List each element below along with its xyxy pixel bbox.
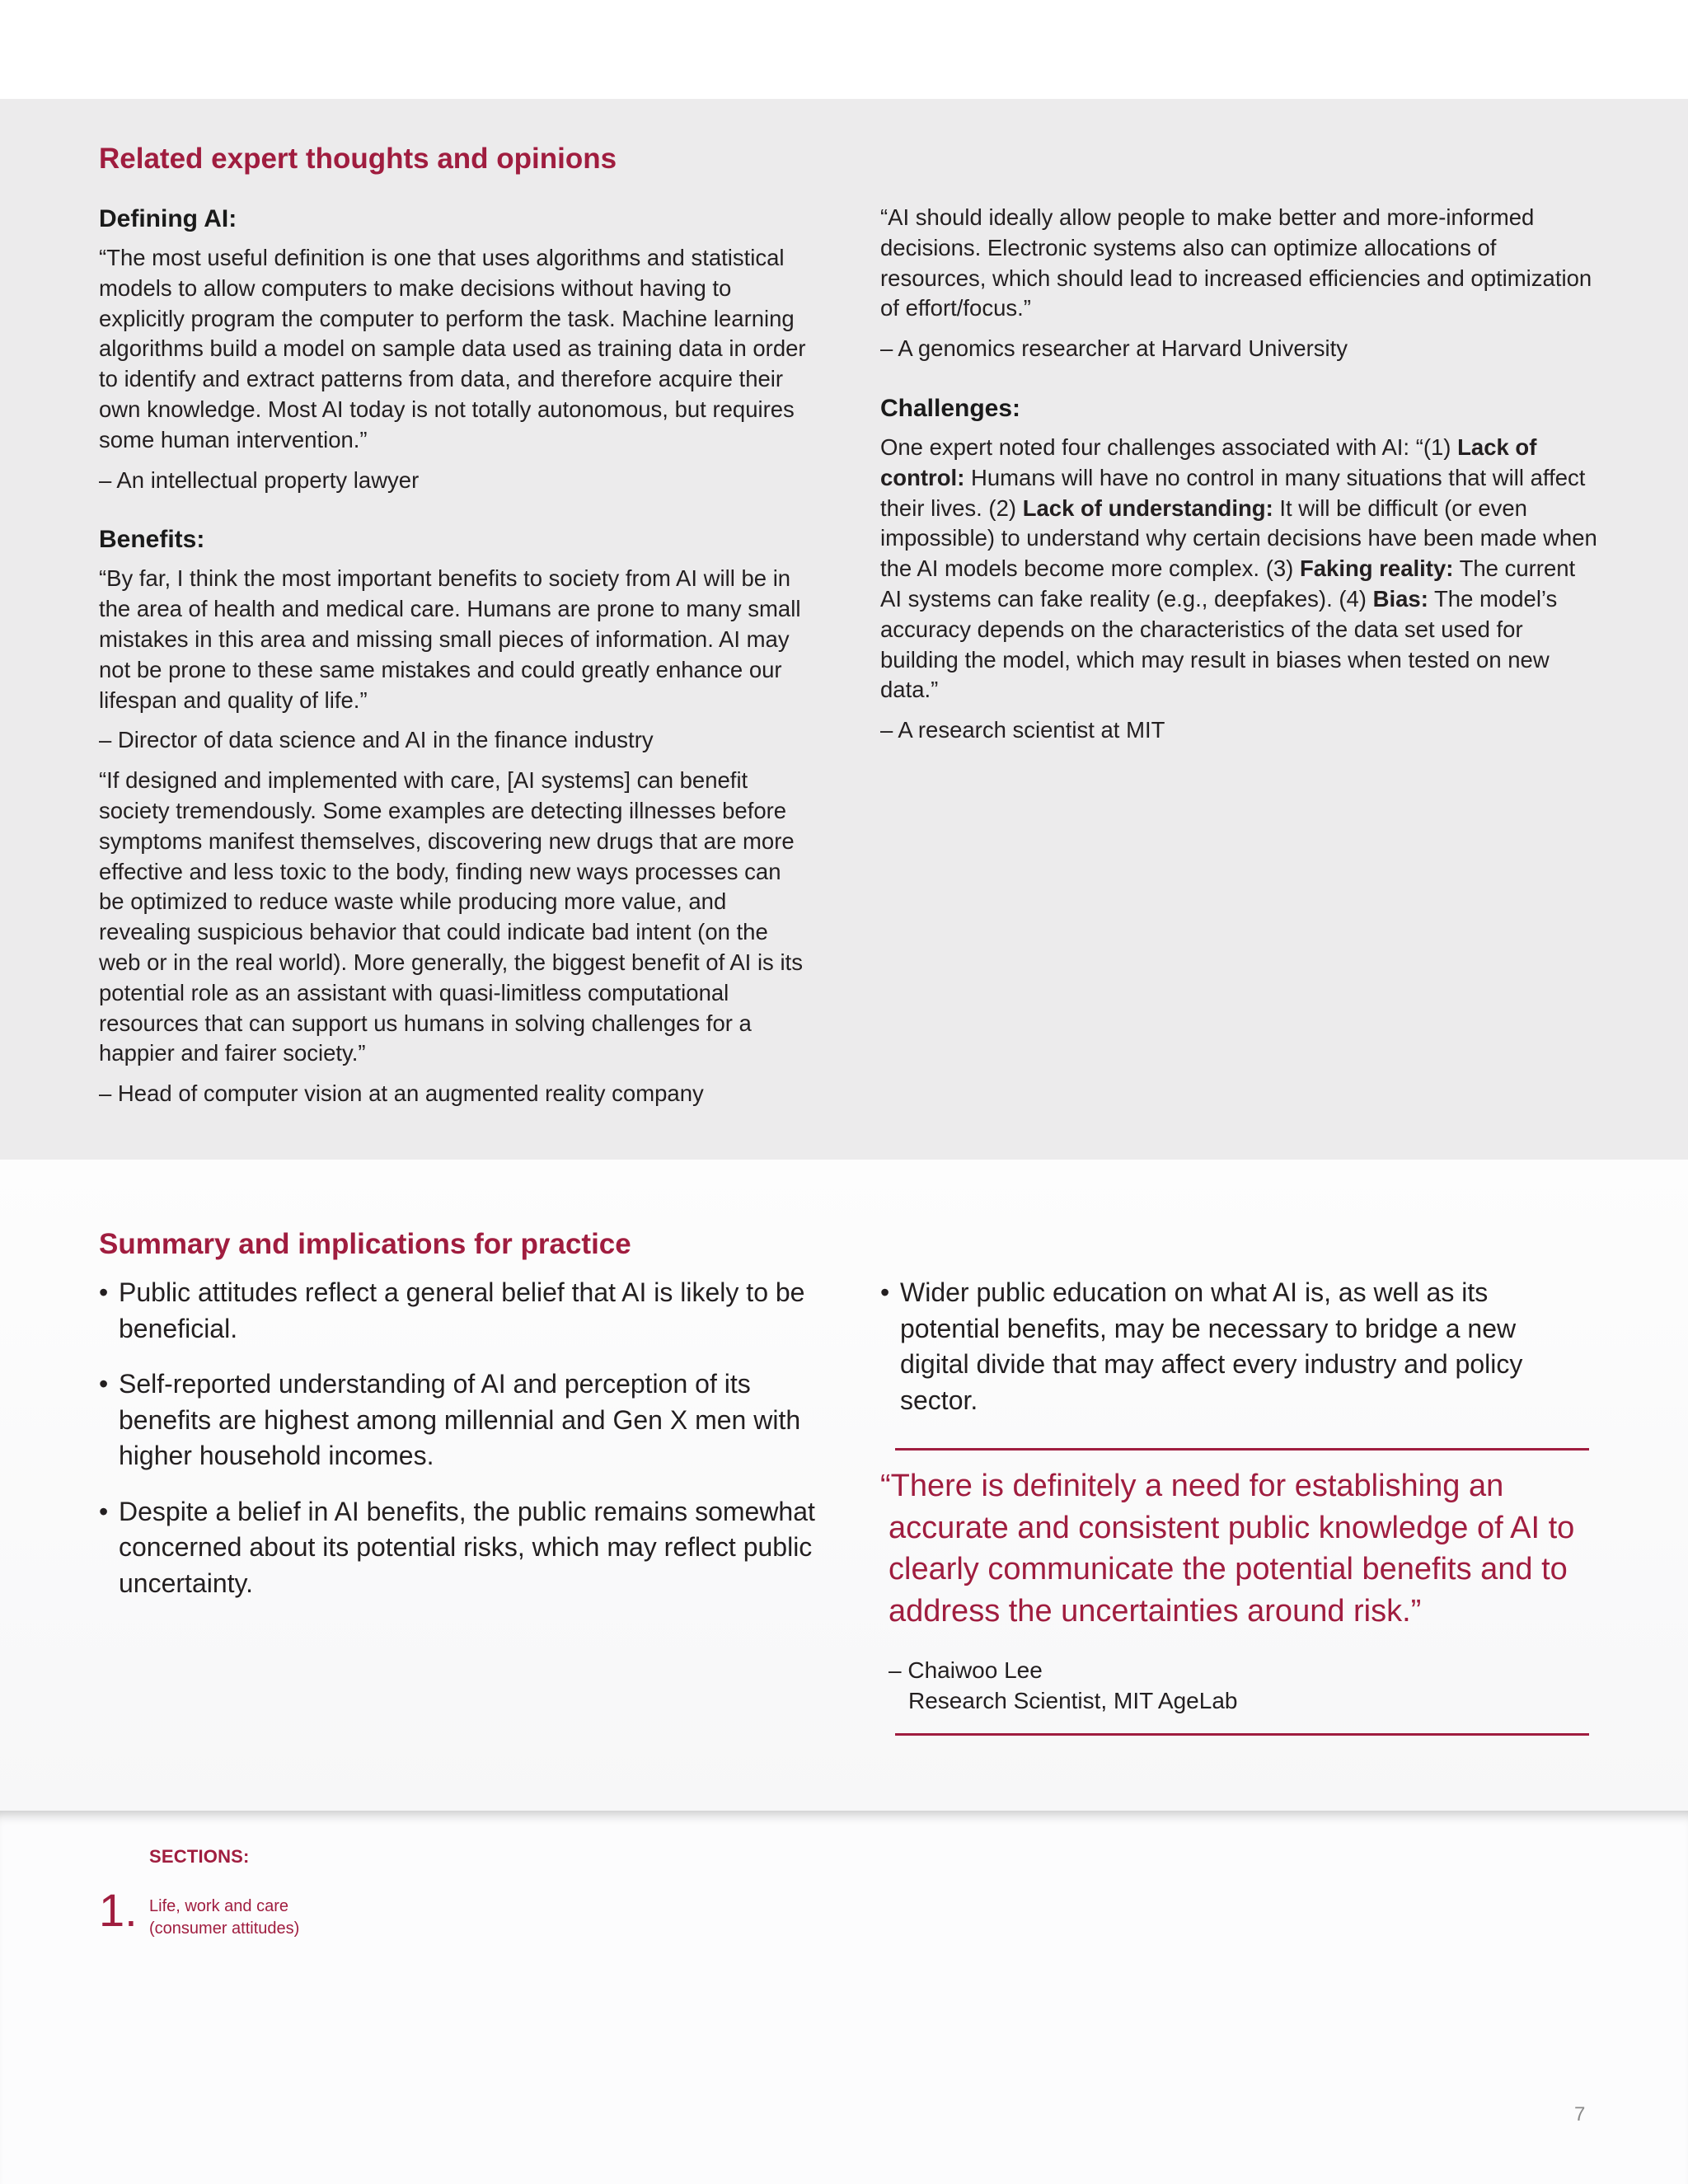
challenges-attribution: – A research scientist at MIT xyxy=(880,717,1165,743)
benefits-quote-1: “By far, I think the most important benefits to society from AI will be in the area of health and medical care. Humans are prone to many small mistakes in this area and missing small pieces of information. AI may not be prone to these same mistakes and could greatly enhance our lifespan and quality of life.” xyxy=(99,565,801,713)
benefits-quote-2: “If designed and implemented with care, [AI systems] can benefit society tremendously. Some examples are detecting illnesses before symptoms manifest themselves, discovering new drugs that are more effective and less toxic to the body, finding new ways processes can be optimized to reduce waste while producing more value, and revealing suspicious behavior that could indicate bad intent (on the web or in the real world). More generally, the biggest benefit of AI is its potential role as an assistant with quasi-limitless computational resources that can support us humans in solving challenges for a happier and fairer society.” xyxy=(99,767,803,1066)
defining-ai-attribution: – An intellectual property lawyer xyxy=(99,466,420,493)
efficiency-attribution: – A genomics researcher at Harvard University xyxy=(880,335,1348,362)
summary-bullet: • Despite a belief in AI benefits, the public remains somewhat concerned about its potential risks, which may reflect public uncertainty. xyxy=(99,1496,815,1598)
sections-label: SECTIONS: xyxy=(149,1846,250,1867)
pull-quote-top-rule xyxy=(895,1448,1589,1451)
efficiency-quote: “AI should ideally allow people to make better and more-informed decisions. Electronic systems also can optimize allocations of resources, which should lead to increased efficiencies and optimization of effort/focus.” xyxy=(880,204,1592,321)
page-number: 7 xyxy=(1574,2103,1586,2125)
challenges-quote: One expert noted four challenges associated with AI: “(1) Lack of control: Humans will have no control in many situations that will affect their lives. (2) Lack of understanding: It will be difficult (or even impossible) to understand why certain decisions have been made when the AI models become more complex. (3) Faking reality: The current AI systems can fake reality (e.g., deepfakes). (4) Bias: The model’s accuracy depends on the characteristics of the data set used for building the model, which may result in biases when tested on new data.” xyxy=(880,434,1597,703)
sections-background-band xyxy=(0,1811,1688,2184)
experts-section-title: Related expert thoughts and opinions xyxy=(99,143,617,175)
pull-quote-text: “There is definitely a need for establishing an accurate and consistent public knowledge of AI to clearly communicate the potential benefits and to address the uncertainties around risk.” xyxy=(880,1469,1575,1629)
summary-section-title: Summary and implications for practice xyxy=(99,1228,631,1260)
pull-quote-name: – Chaiwoo Lee xyxy=(889,1657,1043,1683)
summary-bullet: • Wider public education on what AI is, as well as its potential benefits, may be necessary to bridge a new digital divide that may affect every industry and policy sector. xyxy=(880,1277,1523,1415)
pull-quote-bottom-rule xyxy=(895,1733,1589,1736)
summary-right-bullets xyxy=(880,1275,1589,1438)
summary-left-bullets xyxy=(99,1275,824,1621)
experts-left-column xyxy=(99,203,808,1109)
pull-quote-role: Research Scientist, MIT AgeLab xyxy=(908,1688,1238,1713)
section-link-label[interactable]: Life, work and care (consumer attitudes) xyxy=(149,1897,300,1938)
summary-bullet: • Public attitudes reflect a general belief that AI is likely to be beneficial. xyxy=(99,1277,805,1343)
summary-bullet: • Self-reported understanding of AI and perception of its benefits are highest among millennial and Gen X men with higher household incomes. xyxy=(99,1369,801,1470)
challenges-heading: Challenges: xyxy=(880,394,1021,422)
benefits-attribution-1: – Director of data science and AI in the finance industry xyxy=(99,727,654,753)
pull-quote-attribution xyxy=(889,1655,1465,1716)
benefits-heading: Benefits: xyxy=(99,526,205,554)
defining-ai-quote: “The most useful definition is one that uses algorithms and statistical models to allow computers to make decisions without having to explicitly program the computer to perform the task. Machine learning algorithms build a model on sample data used as training data in order to identify and extract patterns from data, and therefore acquire their own knowledge. Most AI today is not totally autonomous, but requires some human intervention.” xyxy=(99,245,806,452)
defining-ai-heading: Defining AI: xyxy=(99,205,237,232)
benefits-attribution-2: – Head of computer vision at an augmented reality company xyxy=(99,1080,704,1107)
experts-right-column xyxy=(880,203,1597,746)
section-number[interactable]: 1. xyxy=(99,1884,138,1936)
